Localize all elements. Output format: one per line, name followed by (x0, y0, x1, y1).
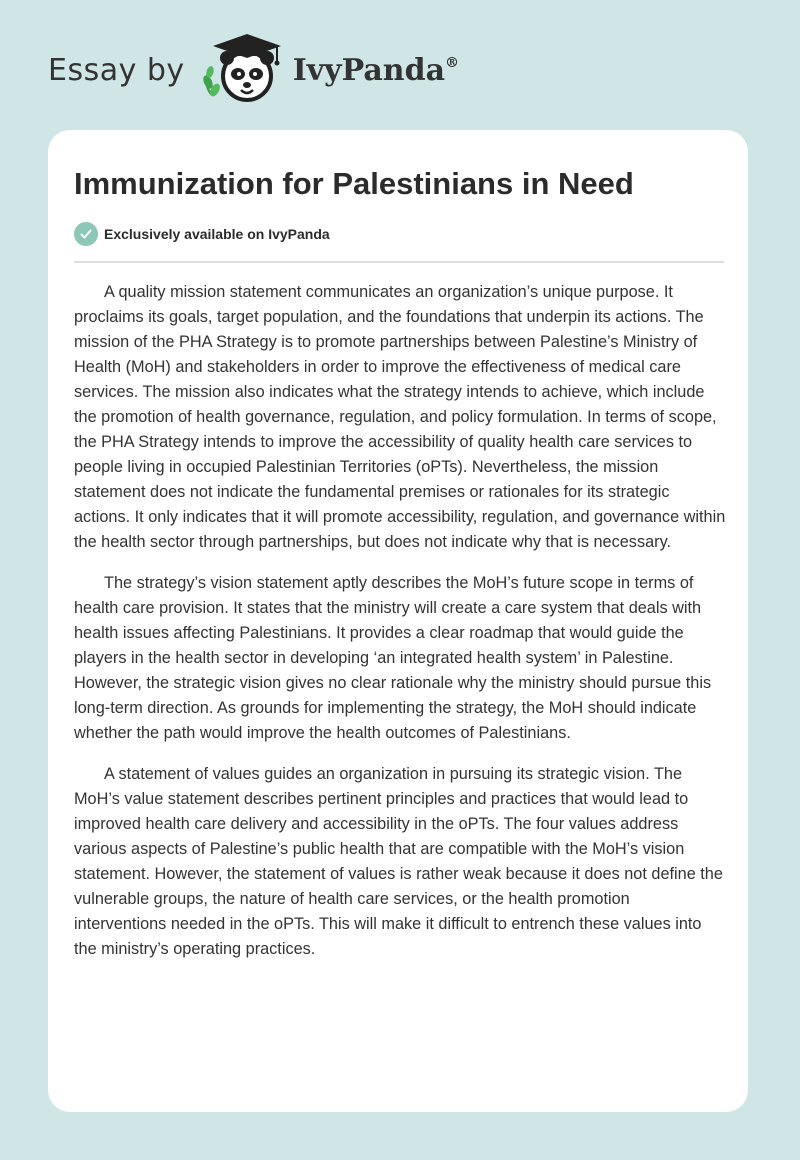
trademark-symbol: ® (445, 54, 460, 71)
site-header (48, 30, 459, 110)
essay-card (48, 130, 748, 1112)
brand-name: IvyPanda (292, 52, 446, 88)
exclusive-badge (74, 222, 330, 246)
paragraph: The strategy’s vision statement aptly describes the MoH’s future scope in terms of health care provision. It states that the ministry will create a care system that deals with health issues affecting Palestinians. It provides a clear roadmap that would guide the players in the health sector in developing ‘an integrated health system’ in Palestine. However, the strategic vision gives no clear rationale why the ministry should pursue this long-term direction. As grounds for implementing the strategy, the MoH should indicate whether the path would improve the health outcomes of Palestinians. (74, 574, 712, 742)
check-circle-icon (74, 222, 98, 246)
exclusive-badge-label: Exclusively available on IvyPanda (104, 226, 330, 242)
panda-graduate-icon (199, 30, 287, 111)
ivypanda-logo[interactable] (199, 30, 459, 111)
paragraph: A statement of values guides an organization in pursuing its strategic vision. The MoH’s value statement describes pertinent principles and practices that would lead to improved health care delivery and accessibility in the oPTs. The four values address various aspects of Palestine’s public health that are compatible with the MoH’s vision statement. However, the statement of values is rather weak because it does not define the vulnerable groups, the nature of health care services, or the health promotion interventions needed in the oPTs. This will make it difficult to entrench these values into the ministry’s operating practices. (74, 765, 723, 958)
title-divider (74, 261, 724, 263)
essay-title: Immunization for Palestinians in Need (74, 166, 634, 201)
essay-body (74, 280, 726, 978)
essay-by-label: Essay by (48, 52, 185, 88)
paragraph: A quality mission statement communicates an organization’s unique purpose. It proclaims its goals, target population, and the foundations that underpin its actions. The mission of the PHA Strategy is to promote partnerships between Palestine’s Ministry of Health (MoH) and stakeholders in order to improve the effectiveness of medical care services. The mission also indicates what the strategy intends to achieve, which include the promotion of health governance, regulation, and policy formulation. In terms of scope, the PHA Strategy intends to improve the accessibility of quality health care services to people living in occupied Palestinian Territories (oPTs). Nevertheless, the mission statement does not indicate the fundamental premises or rationales for its strategic actions. It only indicates that it will promote accessibility, regulation, and governance within the health sector through partnerships, but does not indicate why that is necessary. (74, 283, 726, 551)
